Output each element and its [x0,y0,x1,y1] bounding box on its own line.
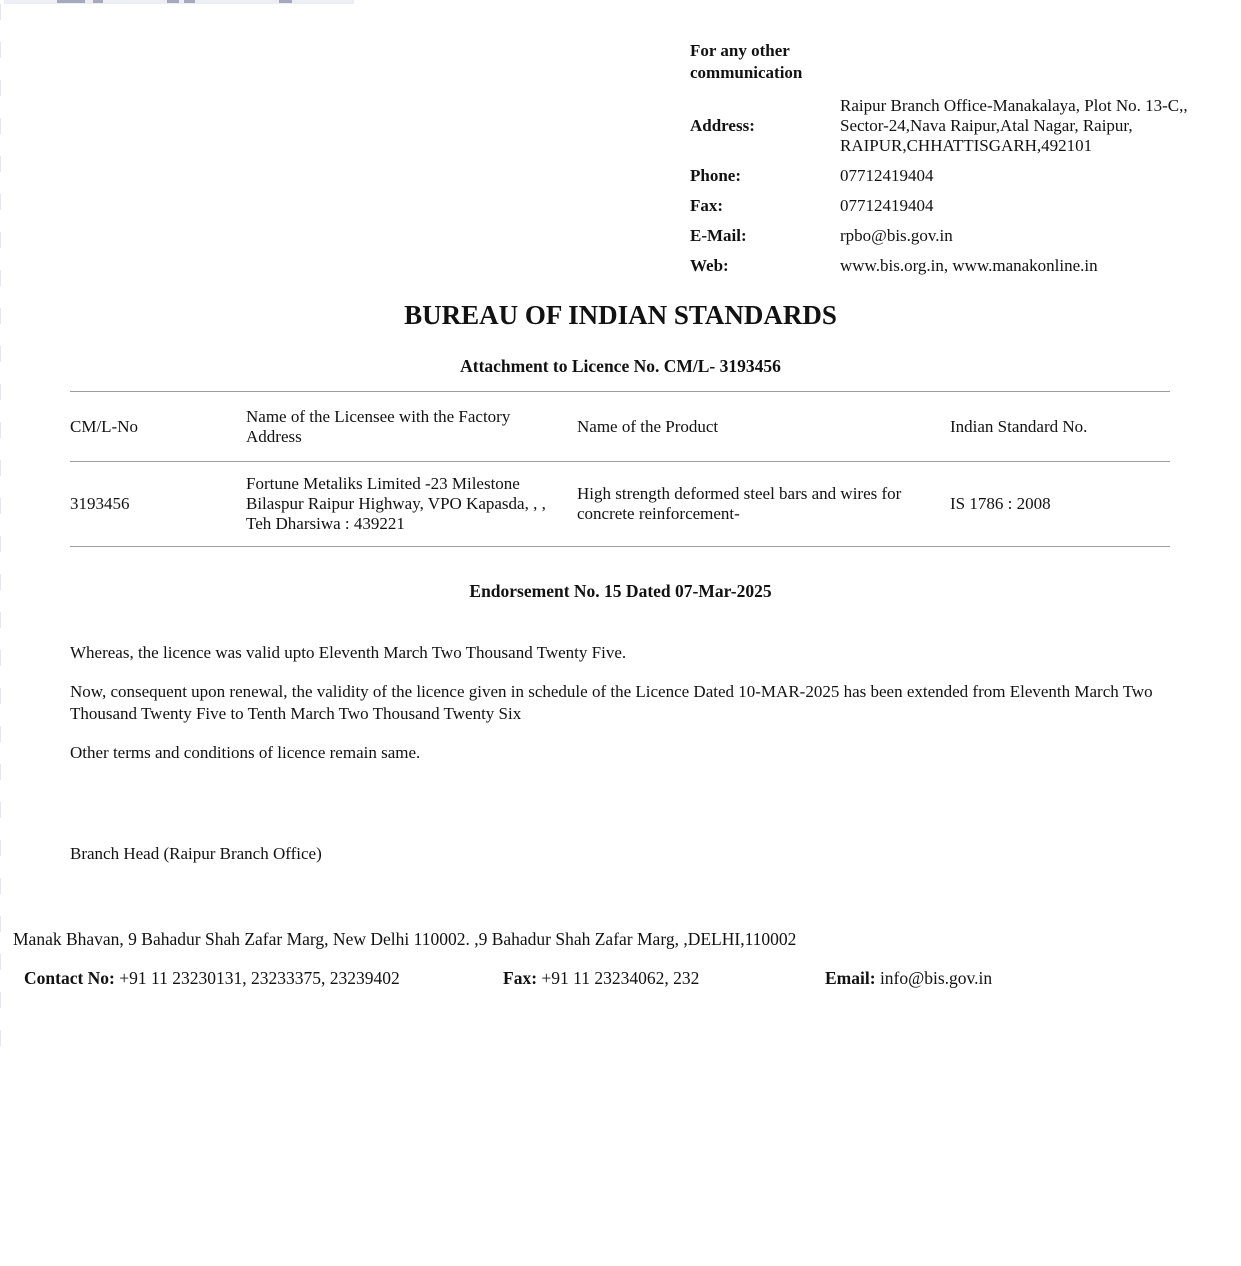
page-left-edge-artifact [0,4,1,1054]
endorsement-paragraph-terms: Other terms and conditions of licence remain same. [70,743,421,762]
footer-email-value: info@bis.gov.in [879,968,993,988]
contact-row-phone [690,166,1215,186]
email-label: E-Mail: [690,226,747,245]
table-row [70,462,1170,547]
contact-row-email [690,226,1215,246]
table-header-row [70,392,1170,462]
licence-details-table [70,391,1170,547]
footer-fax-value: +91 11 23234062, 232 [541,968,700,988]
contact-row-web [690,256,1215,276]
footer-email-label: Email: [825,968,876,988]
document-title: BUREAU OF INDIAN STANDARDS [404,300,837,330]
branch-contact-block [690,40,1215,276]
toolbar-text-remnant [167,0,179,3]
footer-address-line: Manak Bhavan, 9 Bahadur Shah Zafar Marg, New Delhi 110002. ,9 Bahadur Shah Zafar Marg, ,DELHI,110002 [13,929,797,949]
attachment-subtitle: Attachment to Licence No. CM/L- 3193456 [460,356,781,376]
phone-label: Phone: [690,166,741,185]
footer-contact-value: +91 11 23230131, 23233375, 23239402 [119,968,400,988]
endorsement-paragraph-whereas: Whereas, the licence was valid upto Eleventh March Two Thousand Twenty Five. [70,643,627,662]
column-header-product-name: Name of the Product [577,416,719,436]
footer-fax [503,968,699,989]
cell-cml-no: 3193456 [70,494,130,513]
toolbar-text-remnant [184,0,195,3]
footer-contact-label: Contact No: [24,968,115,988]
footer-email [825,968,992,989]
column-header-indian-standard: Indian Standard No. [950,416,1088,436]
contact-row-address [690,96,1215,156]
cropped-toolbar-artifact [4,0,354,5]
cell-indian-standard: IS 1786 : 2008 [950,494,1051,513]
footer-contact-number [24,968,400,989]
toolbar-text-remnant [57,0,85,3]
address-label: Address: [690,116,755,135]
column-header-cml-no: CM/L-No [70,416,138,436]
endorsement-paragraph-renewal: Now, consequent upon renewal, the validity of the licence given in schedule of the Licence Dated 10-MAR-2025 has been extended from Eleventh March Two Thousand Twenty Five to Tenth March Two Thousand Twenty Six [70,682,1153,723]
cell-product-name: High strength deformed steel bars and wires for concrete reinforcement- [577,484,902,523]
column-header-licensee-name: Name of the Licensee with the Factory Address [246,406,511,446]
email-value: rpbo@bis.gov.in [840,226,953,245]
address-value: Raipur Branch Office-Manakalaya, Plot No. 13-C,, Sector-24,Nava Raipur,Atal Nagar, Raipur, RAIPUR,CHHATTISGARH,492101 [840,96,1188,155]
phone-value: 07712419404 [840,166,934,185]
toolbar-text-remnant [279,0,292,3]
web-label: Web: [690,256,729,275]
signatory-line: Branch Head (Raipur Branch Office) [70,844,322,863]
contact-row-fax [690,196,1215,216]
web-value: www.bis.org.in, www.manakonline.in [840,256,1098,275]
endorsement-heading: Endorsement No. 15 Dated 07-Mar-2025 [469,581,772,601]
contact-block-heading: For any other communication [690,41,803,82]
fax-value: 07712419404 [840,196,934,215]
fax-label: Fax: [690,196,724,215]
toolbar-text-remnant [93,0,103,3]
cell-licensee-name: Fortune Metaliks Limited -23 Milestone Bilaspur Raipur Highway, VPO Kapasda, , , Teh Dharsiwa : 439221 [246,474,546,533]
footer-fax-label: Fax: [503,968,538,988]
